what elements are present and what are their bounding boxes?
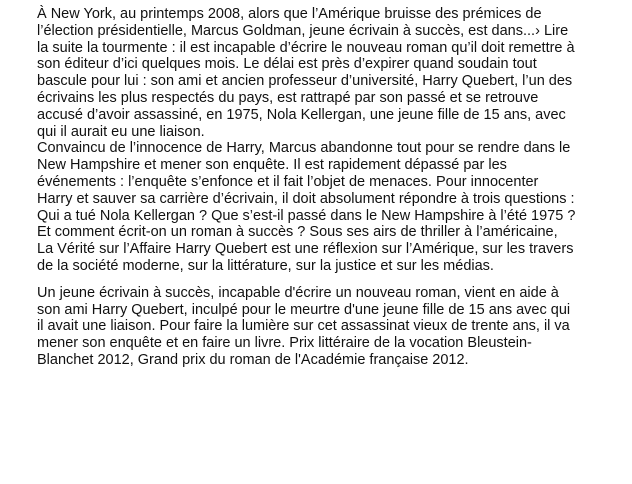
text-line: Et comment écrit-on un roman à succès ? Sous ses airs de thriller à l’américaine, bbox=[37, 224, 558, 241]
text-line: mener son enquête et en faire un livre. Prix littéraire de la vocation Bleustein- bbox=[37, 335, 532, 352]
text-line: son ami Harry Quebert, inculpé pour le meurtre d'une jeune fille de 15 ans avec qui bbox=[37, 301, 571, 318]
text-line: la suite la tourmente : il est incapable d’écrire le nouveau roman qu’il doit remettre à bbox=[37, 39, 575, 56]
text-line: Qui a tué Nola Kellergan ? Que s’est-il passé dans le New Hampshire à l’été 1975 ? bbox=[37, 207, 576, 224]
text-line: qui il aurait eu une liaison. bbox=[37, 123, 205, 140]
text-line: Un jeune écrivain à succès, incapable d'écrire un nouveau roman, vient en aide à bbox=[37, 284, 559, 301]
read-more-link[interactable]: › Lire bbox=[535, 22, 569, 39]
text-line: La Vérité sur l’Affaire Harry Quebert est une réflexion sur l’Amérique, sur les travers bbox=[37, 241, 574, 258]
text-line: événements : l’enquête s’enfonce et il fait l’objet de menaces. Pour innocenter bbox=[37, 173, 539, 190]
text-line: de la société moderne, sur la littérature, sur la justice et sur les médias. bbox=[37, 257, 494, 274]
text-line: son éditeur d’ici quelques mois. Le délai est près d’expirer quand soudain tout bbox=[37, 56, 537, 73]
text-line: Blanchet 2012, Grand prix du roman de l'Académie française 2012. bbox=[37, 351, 469, 368]
text-line: Convaincu de l’innocence de Harry, Marcus abandonne tout pour se rendre dans le bbox=[37, 140, 571, 157]
text-line: écrivains les plus respectés du pays, est rattrapé par son passé et se retrouve bbox=[37, 89, 539, 106]
summary-paragraph bbox=[37, 285, 632, 369]
text-line: accusé d’avoir assassiné, en 1975, Nola Kellergan, une jeune fille de 15 ans, avec bbox=[37, 106, 566, 123]
text-line: bascule pour lui : son ami et ancien professeur d’université, Harry Quebert, l’un des bbox=[37, 73, 573, 90]
text-line: Harry et sauver sa carrière d’écrivain, il doit absolument répondre à trois questions : bbox=[37, 190, 575, 207]
text-line-with-link bbox=[37, 23, 632, 40]
synopsis-paragraph bbox=[37, 6, 632, 275]
text-line: À New York, au printemps 2008, alors que l’Amérique bruisse des prémices de bbox=[37, 6, 542, 22]
text-line: il avait une liaison. Pour faire la lumière sur cet assassinat vieux de trente ans, il va bbox=[37, 318, 570, 335]
document-body bbox=[37, 6, 632, 369]
text-line: New Hampshire et mener son enquête. Il est rapidement dépassé par les bbox=[37, 157, 507, 174]
text-line-segment: l’élection présidentielle, Marcus Goldman, jeune écrivain à succès, est dans... bbox=[37, 22, 536, 39]
